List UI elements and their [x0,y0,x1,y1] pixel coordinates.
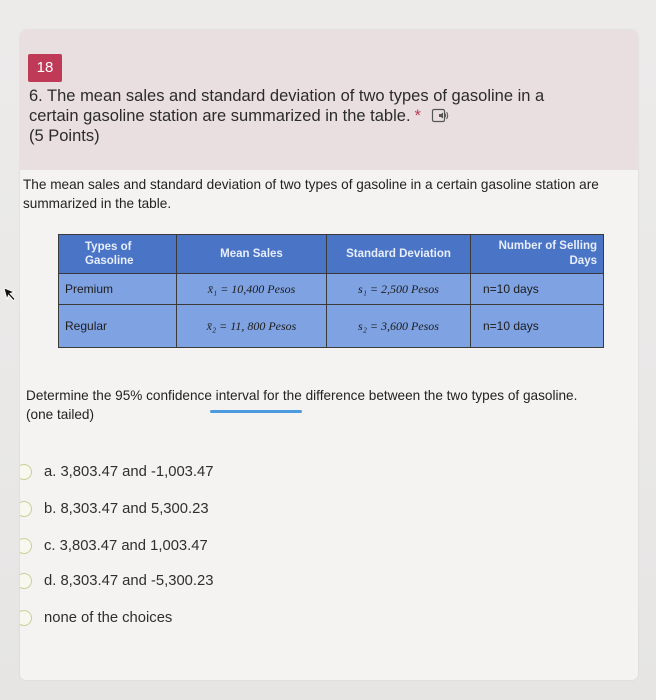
question-number-badge: 18 [28,54,62,82]
question-description: The mean sales and standard deviation of two types of gasoline in a certain gasoline station are summarized in the table. [23,177,599,211]
pointer-cursor-icon [2,286,18,302]
cell-days: n=10 days [471,305,604,348]
cell-mean: x̄₁ = 10,400 Pesos [177,274,327,305]
question-prompt: Determine the 95% confidence interval for the difference between the two types of gasoline. (one tailed) [26,388,578,422]
choice-label: a. 3,803.47 and -1,003.47 [44,464,214,480]
cell-days: n=10 days [471,274,604,305]
choice-none[interactable] [20,608,320,632]
header-std: Standard Deviation [327,235,471,274]
cell-type: Regular [59,305,177,348]
table-row [59,274,604,305]
radio-button[interactable] [20,573,32,589]
choice-d[interactable] [20,571,320,595]
required-mark: * [414,107,421,125]
points-label: (5 Points) [29,127,100,145]
data-table-image [58,234,603,364]
choice-label: c. 3,803.47 and 1,003.47 [44,538,208,554]
cell-mean: x̄₂ = 11, 800 Pesos [177,305,327,348]
choice-label: d. 8,303.47 and -5,300.23 [44,573,214,589]
table-row [59,305,604,348]
table-header-row [59,235,604,274]
question-title [29,86,589,146]
radio-button[interactable] [20,538,32,554]
data-table [58,234,604,348]
cell-type: Premium [59,274,177,305]
choice-c[interactable] [20,536,320,560]
speaker-icon[interactable] [431,108,451,124]
question-header [20,30,638,170]
radio-button[interactable] [20,464,32,480]
header-mean: Mean Sales [177,235,327,274]
radio-button[interactable] [20,501,32,517]
underline-mark [210,410,302,413]
choice-b[interactable] [20,499,320,523]
choice-label: b. 8,303.47 and 5,300.23 [44,501,209,517]
cell-std: s₁ = 2,500 Pesos [327,274,471,305]
choice-a[interactable] [20,462,320,486]
choice-label: none of the choices [44,610,173,626]
question-card [20,30,638,680]
question-title-text: 6. The mean sales and standard deviation of two types of gasoline in a certain gasoline station are summarized in the table. [29,87,545,125]
cell-std: s₂ = 3,600 Pesos [327,305,471,348]
radio-button[interactable] [20,610,32,626]
header-types: Types of Gasoline [59,235,177,274]
header-days: Number of Selling Days [471,235,604,274]
